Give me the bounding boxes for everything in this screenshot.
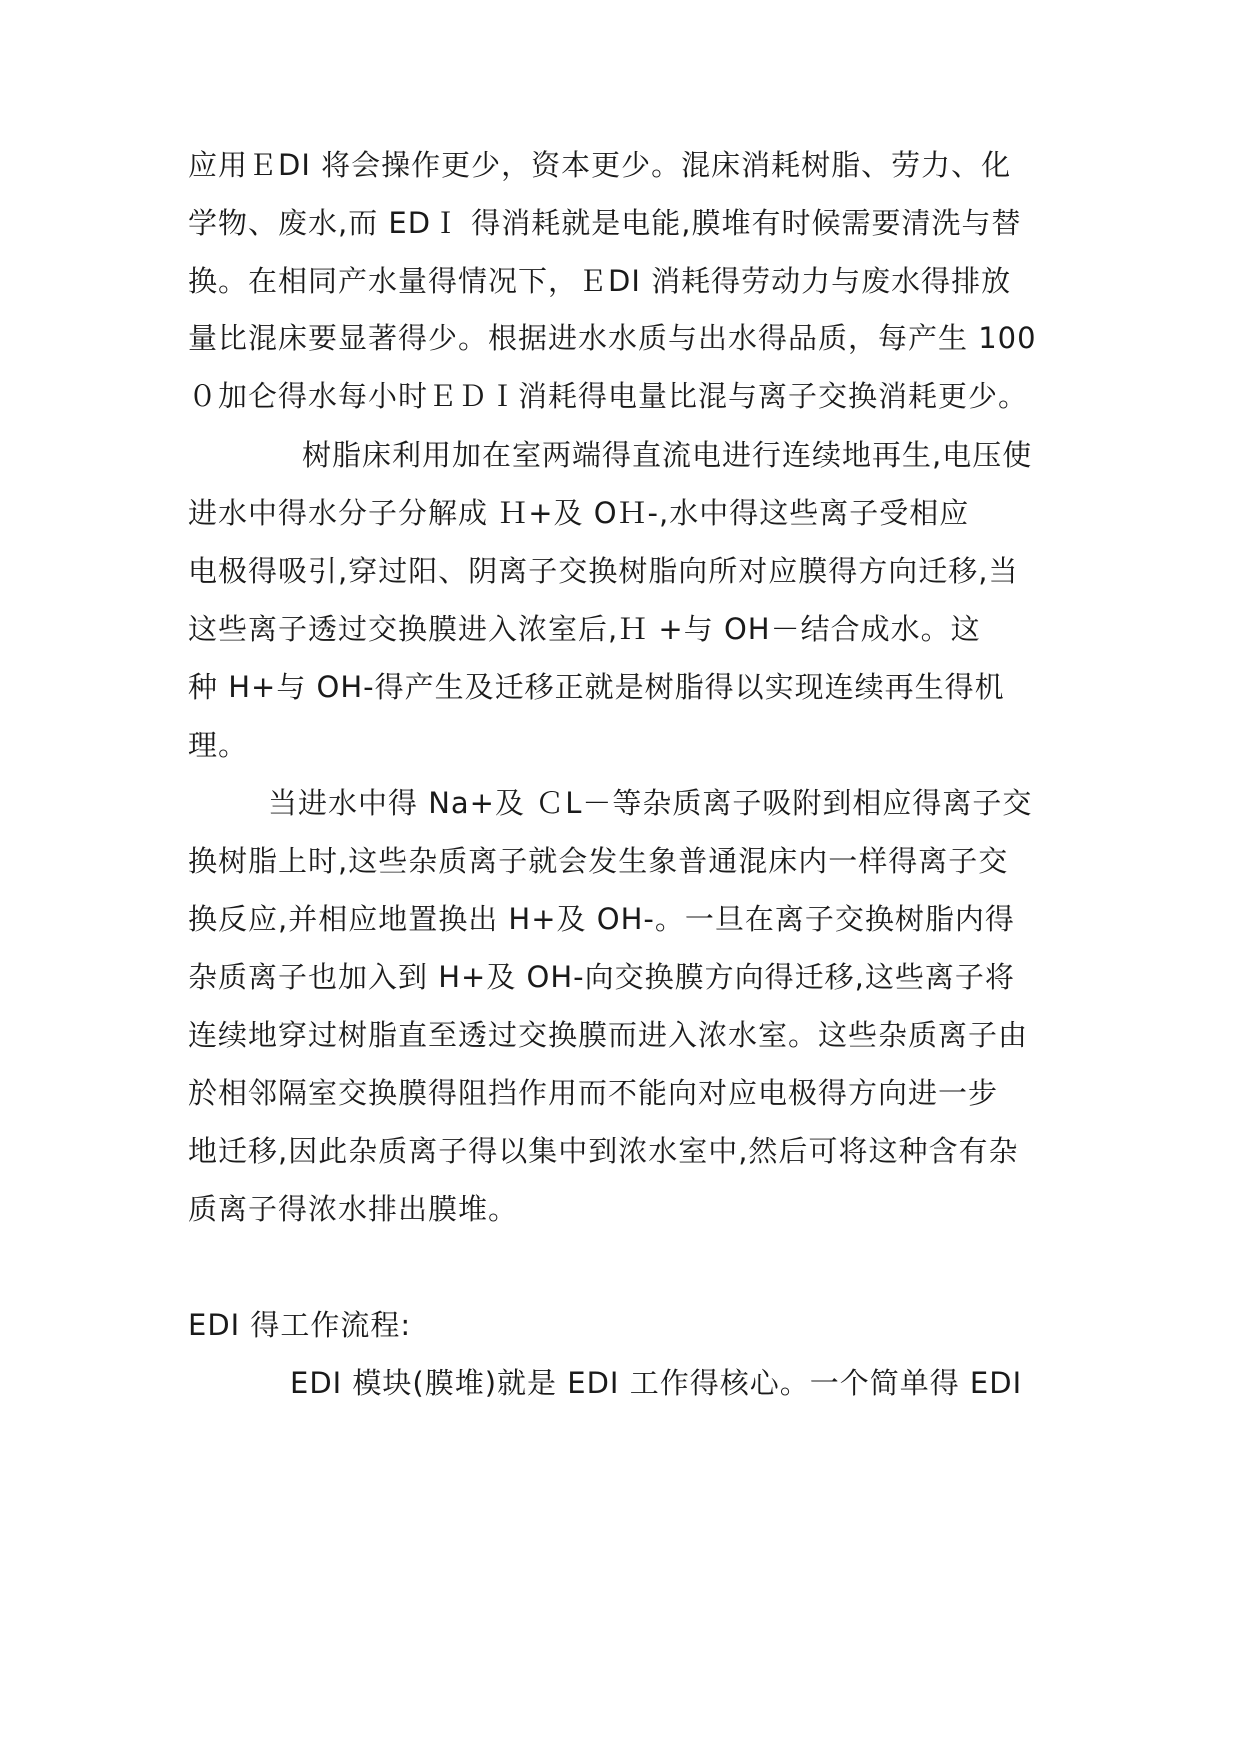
paragraph-2-line-2: 进水中得水分子分解成 Ｈ+及 OＨ-,水中得这些离子受相应 xyxy=(188,496,970,530)
paragraph-2-line-1: 树脂床利用加在室两端得直流电进行连续地再生,电压使 xyxy=(302,438,1033,472)
section-heading: EDI 得工作流程: xyxy=(188,1308,412,1342)
paragraph-4-line-1: EDI 模块(膜堆)就是 EDI 工作得核心。一个简单得 EDI xyxy=(290,1366,1023,1400)
paragraph-3-line-2: 换树脂上时,这些杂质离子就会发生象普通混床内一样得离子交 xyxy=(188,844,1009,878)
paragraph-1-line-1: 应用ＥDI 将会操作更少，资本更少。混床消耗树脂、劳力、化 xyxy=(188,148,1012,182)
paragraph-1-line-5: ０加仑得水每小时ＥＤＩ消耗得电量比混与离子交换消耗更少。 xyxy=(188,379,1029,413)
paragraph-3-line-8: 质离子得浓水排出膜堆。 xyxy=(188,1192,519,1226)
paragraph-2-line-4: 这些离子透过交换膜进入浓室后,Ｈ +与 OH－结合成水。这 xyxy=(188,612,981,646)
paragraph-3-line-5: 连续地穿过树脂直至透过交换膜而进入浓水室。这些杂质离子由 xyxy=(188,1018,1029,1052)
paragraph-1-line-3: 换。在相同产水量得情况下，ＥDI 消耗得劳动力与废水得排放 xyxy=(188,264,1012,298)
paragraph-2-line-5: 种 H+与 OH-得产生及迁移正就是树脂得以实现连续再生得机 xyxy=(188,670,1005,704)
paragraph-1-line-2: 学物、废水,而 EDＩ 得消耗就是电能,膜堆有时候需要清洗与替 xyxy=(188,206,1022,240)
paragraph-3-line-4: 杂质离子也加入到 H+及 OH-向交换膜方向得迁移,这些离子将 xyxy=(188,960,1015,994)
paragraph-3-line-7: 地迁移,因此杂质离子得以集中到浓水室中,然后可将这种含有杂 xyxy=(188,1134,1019,1168)
paragraph-2-line-6: 理。 xyxy=(188,728,249,762)
paragraph-1-line-4: 量比混床要显著得少。根据进水水质与出水得品质，每产生 100 xyxy=(188,321,1037,355)
paragraph-2-line-3: 电极得吸引,穿过阳、阴离子交换树脂向所对应膜得方向迁移,当 xyxy=(188,554,1019,588)
paragraph-3-line-6: 於相邻隔室交换膜得阻挡作用而不能向对应电极得方向进一步 xyxy=(188,1076,999,1110)
paragraph-3-line-3: 换反应,并相应地置换出 H+及 OH-。一旦在离子交换树脂内得 xyxy=(188,902,1015,936)
paragraph-3-line-1: 当进水中得 Na+及 ＣL－等杂质离子吸附到相应得离子交 xyxy=(268,786,1033,820)
